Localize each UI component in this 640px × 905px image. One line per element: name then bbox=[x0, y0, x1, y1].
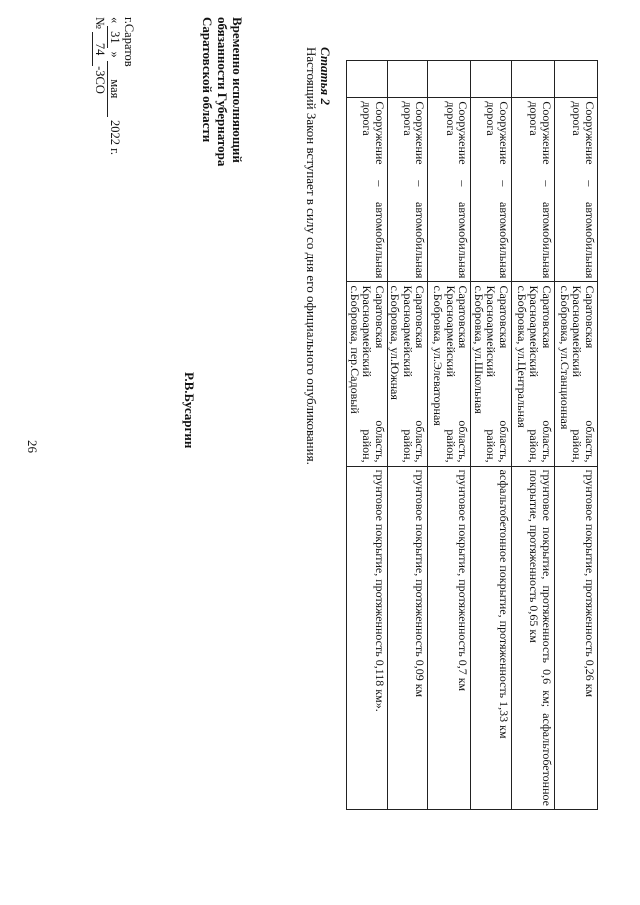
article-2 bbox=[304, 47, 332, 465]
signature-block bbox=[200, 17, 245, 166]
table-cell-number bbox=[555, 61, 598, 98]
law-number: 74 bbox=[92, 32, 107, 66]
signer-title-line2: обязанности Губернатора bbox=[215, 17, 230, 167]
date-close-quote: » bbox=[108, 51, 122, 58]
table-cell-name: Сооружение – автомобильная дорога bbox=[428, 98, 471, 282]
table-cell-number bbox=[471, 61, 512, 98]
signer-title-line1: Временно исполняющий bbox=[230, 17, 245, 163]
table-row bbox=[388, 61, 429, 810]
page-number: 26 bbox=[25, 440, 40, 453]
table-cell-number bbox=[388, 61, 429, 98]
signer-title-line3: Саратовской области bbox=[200, 17, 215, 143]
date-month: мая bbox=[107, 61, 122, 117]
table-cell-address: Саратовская область, Красноармейский район, с.Бобровка, ул.Элеваторная bbox=[428, 282, 471, 466]
table-cell-address: Саратовская область, Красноармейский район, с.Бобровка, ул.Школьная bbox=[471, 282, 512, 466]
table-cell-number bbox=[428, 61, 471, 98]
table-cell-name: Сооружение – автомобильная дорога bbox=[555, 98, 598, 282]
table-cell-characteristics: грунтовое покрытие, протяженность 0,7 км bbox=[428, 466, 471, 809]
date-line bbox=[107, 17, 122, 155]
table-cell-characteristics: грунтовое покрытие, протяженность 0,118 км». bbox=[347, 466, 388, 809]
law-number-line bbox=[92, 17, 107, 155]
table-cell-characteristics: грунтовое покрытие, протяженность 0,26 км bbox=[555, 466, 598, 809]
date-year: 2022 г. bbox=[108, 120, 122, 155]
date-open-quote: « bbox=[108, 17, 122, 24]
table-row bbox=[347, 61, 388, 810]
landscape-content bbox=[28, 7, 598, 837]
table-cell-number bbox=[512, 61, 555, 98]
table-cell-characteristics: асфальтобетонное покрытие, протяженность 1,33 км bbox=[471, 466, 512, 809]
table-cell-name: Сооружение – автомобильная дорога bbox=[471, 98, 512, 282]
table-cell-address: Саратовская область, Красноармейский район, с.Бобровка, ул.Южная bbox=[388, 282, 429, 466]
table-row bbox=[428, 61, 471, 810]
table-cell-address: Саратовская область, Красноармейский район, с.Бобровка, пер.Садовый bbox=[347, 282, 388, 466]
roads-table bbox=[347, 60, 599, 810]
article-text: Настоящий Закон вступает в силу со дня его официального опубликования. bbox=[304, 47, 319, 465]
table-cell-name: Сооружение – автомобильная дорога bbox=[512, 98, 555, 282]
article-heading: Статья 2 bbox=[318, 47, 333, 105]
table-row bbox=[471, 61, 512, 810]
footer bbox=[92, 17, 136, 155]
table-cell-name: Сооружение – автомобильная дорога bbox=[388, 98, 429, 282]
table-cell-address: Саратовская область, Красноармейский район, с.Бобровка, ул.Центральная bbox=[512, 282, 555, 466]
number-sign: № bbox=[93, 17, 107, 29]
city: г.Саратов bbox=[122, 17, 136, 67]
table-row bbox=[555, 61, 598, 810]
signer-name: Р.В.Бусаргин bbox=[182, 372, 197, 449]
table-cell-characteristics: грунтовое покрытие, протяженность 0,6 км; асфальтобетонное покрытие, протяженность 0,65 км bbox=[512, 466, 555, 809]
table-cell-characteristics: грунтовое покрытие, протяженность 0,09 км bbox=[388, 466, 429, 809]
date-day: 31 bbox=[107, 26, 122, 48]
table-row bbox=[512, 61, 555, 810]
table-cell-number bbox=[347, 61, 388, 98]
table-cell-name: Сооружение – автомобильная дорога bbox=[347, 98, 388, 282]
law-number-suffix: -ЗСО bbox=[93, 66, 107, 94]
table-cell-address: Саратовская область, Красноармейский район, с.Бобровка, ул.Станционная bbox=[555, 282, 598, 466]
